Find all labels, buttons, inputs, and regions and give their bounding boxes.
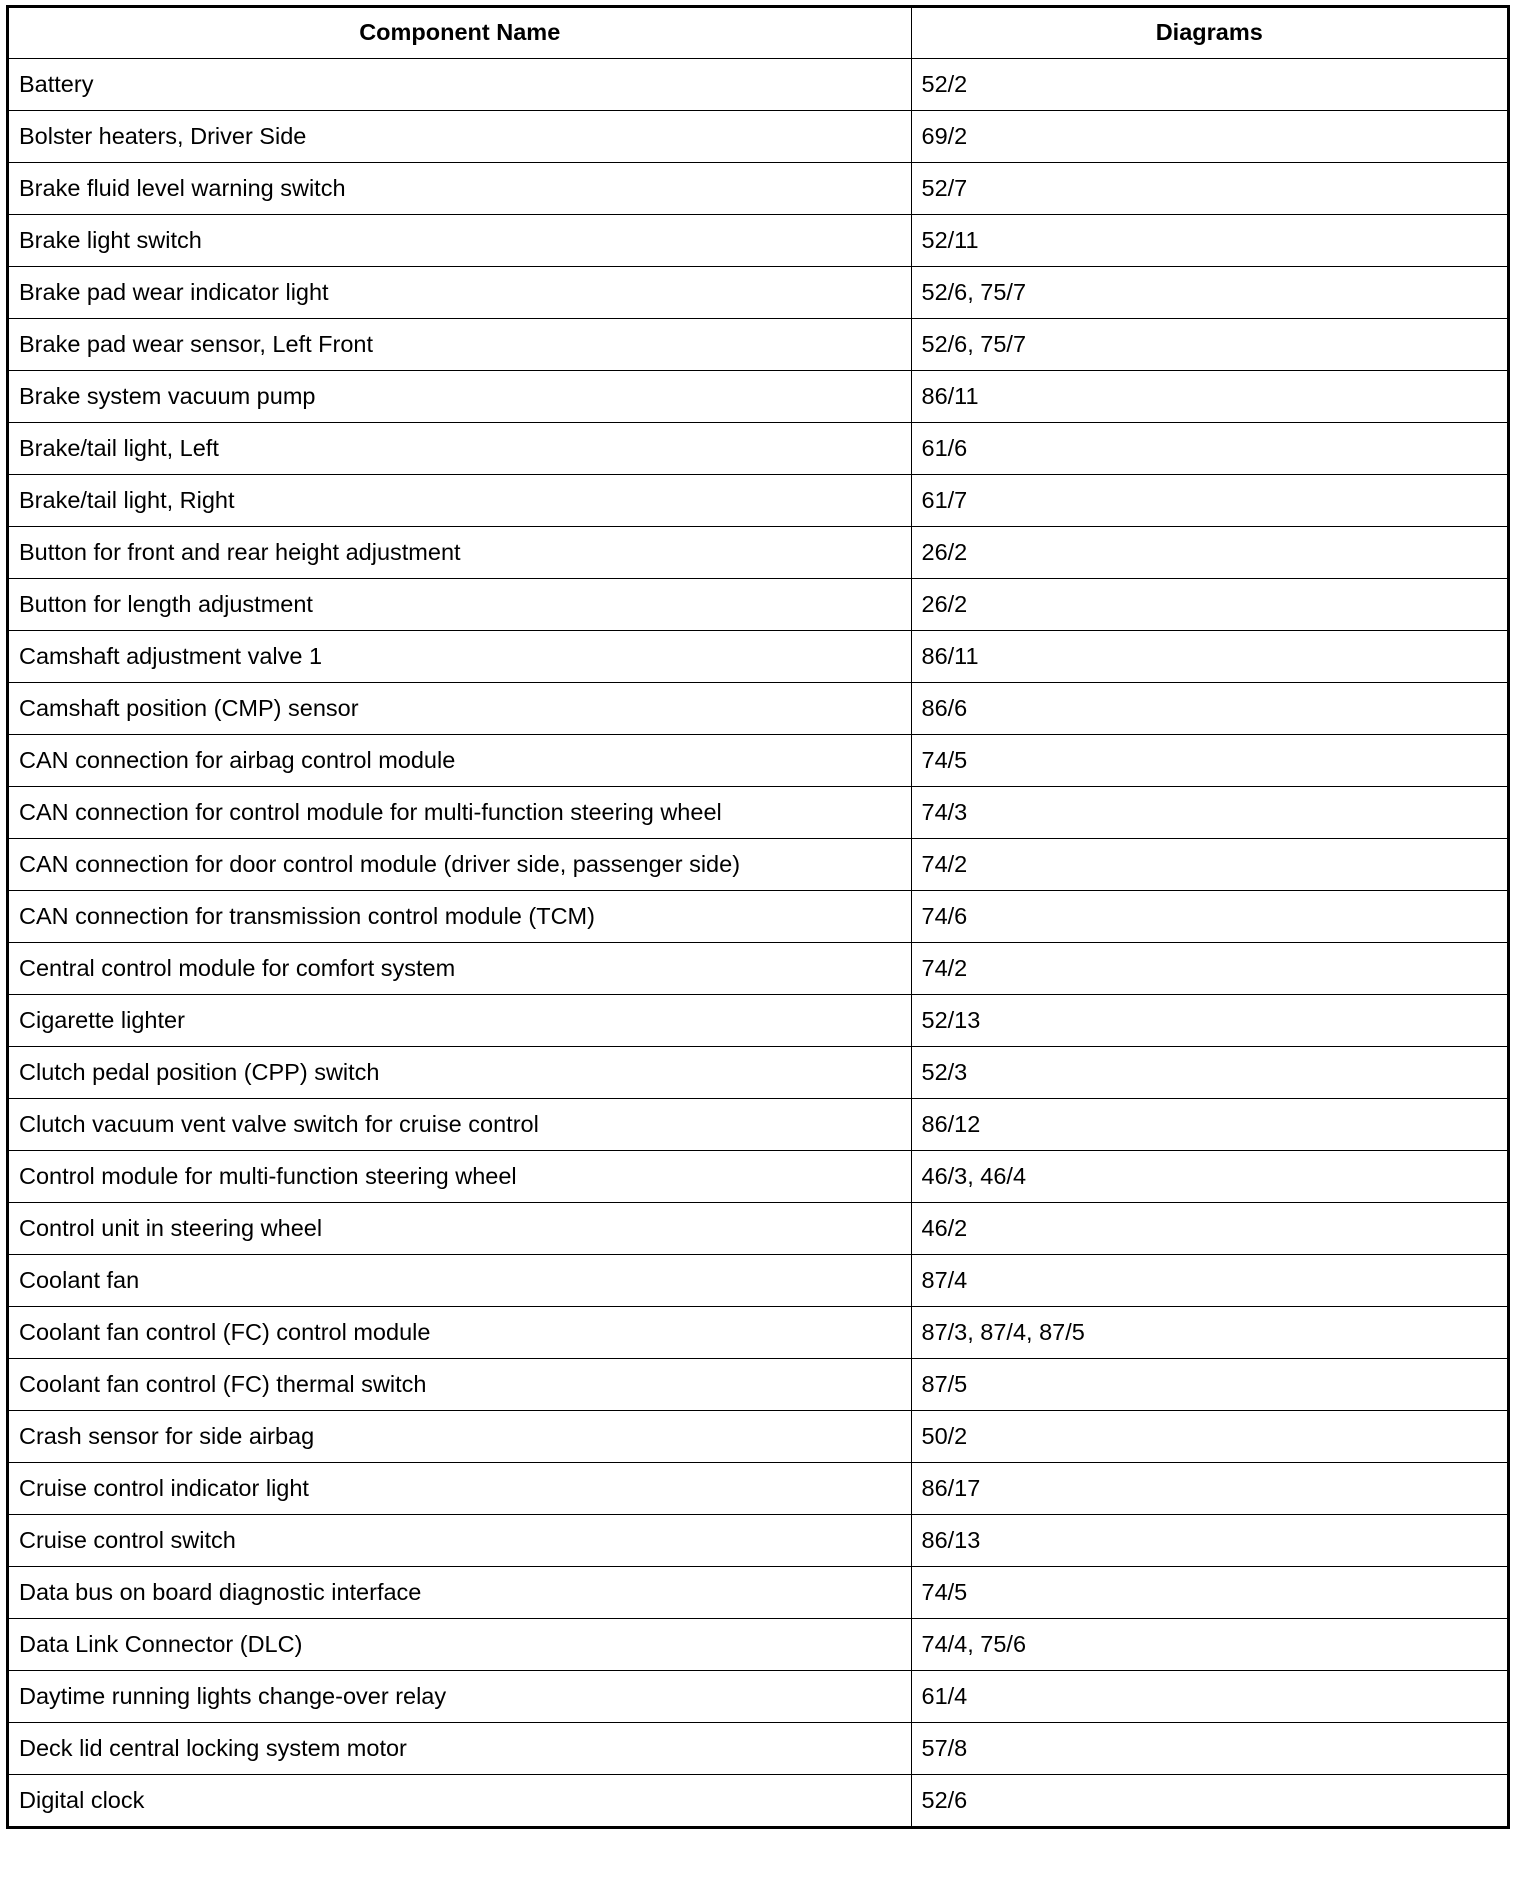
diagrams-cell: 74/4, 75/6 (911, 1618, 1507, 1670)
diagrams-cell: 52/6 (911, 1774, 1507, 1826)
table-row (9, 110, 1507, 162)
component-name-cell: Cruise control switch (9, 1514, 911, 1566)
diagrams-cell: 74/3 (911, 786, 1507, 838)
diagrams-cell: 87/4 (911, 1254, 1507, 1306)
diagrams-cell: 26/2 (911, 578, 1507, 630)
diagrams-cell: 74/2 (911, 942, 1507, 994)
table-row (9, 474, 1507, 526)
diagrams-cell: 52/6, 75/7 (911, 318, 1507, 370)
component-name-cell: Camshaft adjustment valve 1 (9, 630, 911, 682)
component-name-cell: Central control module for comfort system (9, 942, 911, 994)
component-diagram-table (9, 8, 1507, 1826)
diagrams-cell: 46/3, 46/4 (911, 1150, 1507, 1202)
table-row (9, 1358, 1507, 1410)
table-row (9, 578, 1507, 630)
table-row (9, 214, 1507, 266)
diagrams-cell: 86/11 (911, 630, 1507, 682)
table-row (9, 266, 1507, 318)
diagrams-cell: 52/2 (911, 58, 1507, 110)
diagrams-cell: 61/6 (911, 422, 1507, 474)
component-name-cell: Brake light switch (9, 214, 911, 266)
diagrams-cell: 50/2 (911, 1410, 1507, 1462)
table-row (9, 1618, 1507, 1670)
component-name-cell: Button for front and rear height adjustment (9, 526, 911, 578)
component-name-cell: CAN connection for control module for multi-function steering wheel (9, 786, 911, 838)
table-row (9, 994, 1507, 1046)
table-row (9, 630, 1507, 682)
component-name-cell: Cruise control indicator light (9, 1462, 911, 1514)
table-row (9, 838, 1507, 890)
component-name-cell: Button for length adjustment (9, 578, 911, 630)
component-name-cell: Brake/tail light, Left (9, 422, 911, 474)
component-name-cell: Clutch vacuum vent valve switch for cruise control (9, 1098, 911, 1150)
diagrams-cell: 46/2 (911, 1202, 1507, 1254)
diagrams-cell: 69/2 (911, 110, 1507, 162)
table-row (9, 786, 1507, 838)
table-row (9, 162, 1507, 214)
table-body (9, 58, 1507, 1826)
diagrams-cell: 86/6 (911, 682, 1507, 734)
diagrams-cell: 74/5 (911, 1566, 1507, 1618)
component-name-cell: Cigarette lighter (9, 994, 911, 1046)
component-name-cell: Coolant fan control (FC) control module (9, 1306, 911, 1358)
component-name-cell: Control module for multi-function steering wheel (9, 1150, 911, 1202)
component-name-cell: Bolster heaters, Driver Side (9, 110, 911, 162)
table-row (9, 1202, 1507, 1254)
diagrams-cell: 74/5 (911, 734, 1507, 786)
diagrams-cell: 86/13 (911, 1514, 1507, 1566)
diagrams-cell: 26/2 (911, 526, 1507, 578)
diagrams-cell: 61/4 (911, 1670, 1507, 1722)
diagrams-cell: 87/5 (911, 1358, 1507, 1410)
table-row (9, 734, 1507, 786)
component-name-cell: Clutch pedal position (CPP) switch (9, 1046, 911, 1098)
component-name-cell: Daytime running lights change-over relay (9, 1670, 911, 1722)
component-name-cell: Brake/tail light, Right (9, 474, 911, 526)
table-row (9, 1514, 1507, 1566)
table-row (9, 318, 1507, 370)
component-table-frame (6, 5, 1510, 1829)
diagrams-cell: 86/17 (911, 1462, 1507, 1514)
diagrams-cell: 86/11 (911, 370, 1507, 422)
table-row (9, 1410, 1507, 1462)
diagrams-cell: 57/8 (911, 1722, 1507, 1774)
component-name-cell: Camshaft position (CMP) sensor (9, 682, 911, 734)
header-component-name: Component Name (9, 8, 911, 58)
table-row (9, 942, 1507, 994)
component-name-cell: Deck lid central locking system motor (9, 1722, 911, 1774)
diagrams-cell: 52/13 (911, 994, 1507, 1046)
table-row (9, 422, 1507, 474)
table-row (9, 58, 1507, 110)
diagrams-cell: 52/6, 75/7 (911, 266, 1507, 318)
table-row (9, 526, 1507, 578)
component-name-cell: CAN connection for transmission control module (TCM) (9, 890, 911, 942)
table-header-row (9, 8, 1507, 58)
table-row (9, 1150, 1507, 1202)
diagrams-cell: 86/12 (911, 1098, 1507, 1150)
table-row (9, 1774, 1507, 1826)
component-name-cell: Brake system vacuum pump (9, 370, 911, 422)
component-name-cell: Coolant fan control (FC) thermal switch (9, 1358, 911, 1410)
diagrams-cell: 74/2 (911, 838, 1507, 890)
diagrams-cell: 52/3 (911, 1046, 1507, 1098)
component-name-cell: Coolant fan (9, 1254, 911, 1306)
component-name-cell: CAN connection for airbag control module (9, 734, 911, 786)
table-row (9, 682, 1507, 734)
table-row (9, 1306, 1507, 1358)
table-row (9, 1670, 1507, 1722)
table-row (9, 1254, 1507, 1306)
component-name-cell: Data bus on board diagnostic interface (9, 1566, 911, 1618)
component-name-cell: Brake pad wear sensor, Left Front (9, 318, 911, 370)
table-row (9, 1462, 1507, 1514)
diagrams-cell: 52/11 (911, 214, 1507, 266)
table-row (9, 1566, 1507, 1618)
component-name-cell: Battery (9, 58, 911, 110)
component-name-cell: Data Link Connector (DLC) (9, 1618, 911, 1670)
table-row (9, 370, 1507, 422)
table-row (9, 1098, 1507, 1150)
component-name-cell: CAN connection for door control module (driver side, passenger side) (9, 838, 911, 890)
component-name-cell: Brake fluid level warning switch (9, 162, 911, 214)
header-diagrams: Diagrams (911, 8, 1507, 58)
component-name-cell: Control unit in steering wheel (9, 1202, 911, 1254)
diagrams-cell: 61/7 (911, 474, 1507, 526)
diagrams-cell: 87/3, 87/4, 87/5 (911, 1306, 1507, 1358)
table-row (9, 890, 1507, 942)
table-row (9, 1722, 1507, 1774)
table-row (9, 1046, 1507, 1098)
diagrams-cell: 74/6 (911, 890, 1507, 942)
component-name-cell: Digital clock (9, 1774, 911, 1826)
component-name-cell: Brake pad wear indicator light (9, 266, 911, 318)
diagrams-cell: 52/7 (911, 162, 1507, 214)
component-name-cell: Crash sensor for side airbag (9, 1410, 911, 1462)
